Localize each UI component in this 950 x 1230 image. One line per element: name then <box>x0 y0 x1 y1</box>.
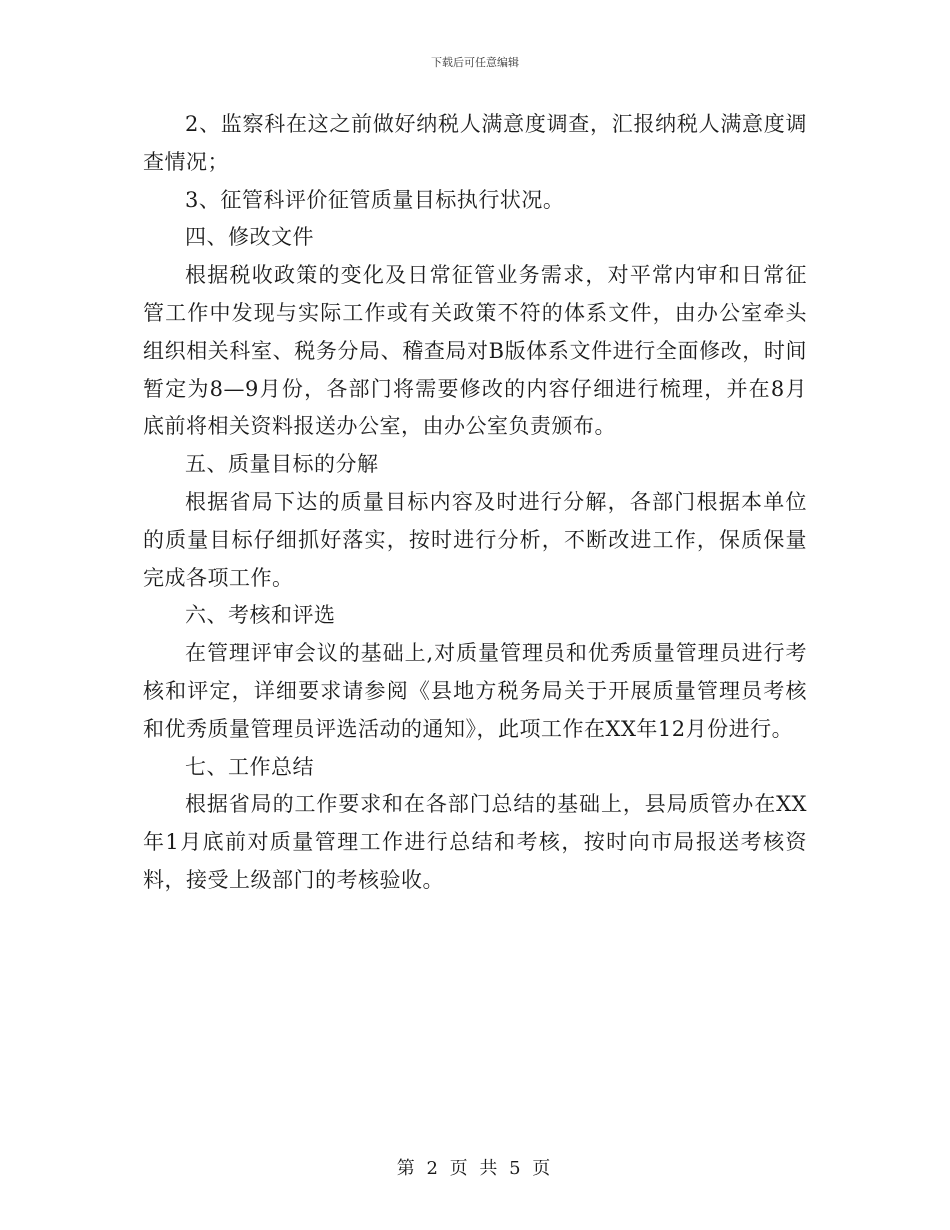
section-heading-summary: 七、工作总结 <box>185 754 314 779</box>
paragraph-goal-breakdown: 根据省局下达的质量目标内容及时进行分解，各部门根据本单位的质量目标仔细抓好落实，按时进行分析，不断改进工作，保质保量完成各项工作。 <box>143 489 807 590</box>
document-body <box>143 106 807 900</box>
paragraph-summary: 根据省局的工作要求和在各部门总结的基础上，县局质管办在XX年1月底前对质量管理工作进行总结和考核，按时向市局报送考核资料，接受上级部门的考核验收。 <box>143 792 807 892</box>
paragraph-survey: 2、监察科在这之前做好纳税人满意度调查，汇报纳税人满意度调查情况； <box>143 112 807 174</box>
header-note: 下载后可任意编辑 <box>431 56 519 69</box>
paragraph-evaluation: 3、征管科评价征管质量目标执行状况。 <box>185 187 565 212</box>
paragraph-assessment: 在管理评审会议的基础上,对质量管理员和优秀质量管理员进行考核和评定，详细要求请参阅《县地方税务局关于开展质量管理员考核和优秀质量管理员评选活动的通知》，此项工作在XX年12月份进行。 <box>143 641 807 741</box>
section-heading-assessment: 六、考核和评选 <box>185 603 336 628</box>
paragraph-revise-documents: 根据税收政策的变化及日常征管业务需求，对平常内审和日常征管工作中发现与实际工作或有关政策不符的体系文件，由办公室牵头组织相关科室、税务分局、稽查局对B版体系文件进行全面修改，时间暂定为8—9月份，各部门将需要修改的内容仔细进行梳理，并在8月底前将相关资料报送办公室，由办公室负责颁布。 <box>143 263 807 439</box>
section-heading-revise-documents: 四、修改文件 <box>185 225 314 250</box>
page-number-footer: 第 2 页 共 5 页 <box>396 1158 554 1179</box>
section-heading-goal-breakdown: 五、质量目标的分解 <box>185 452 379 477</box>
